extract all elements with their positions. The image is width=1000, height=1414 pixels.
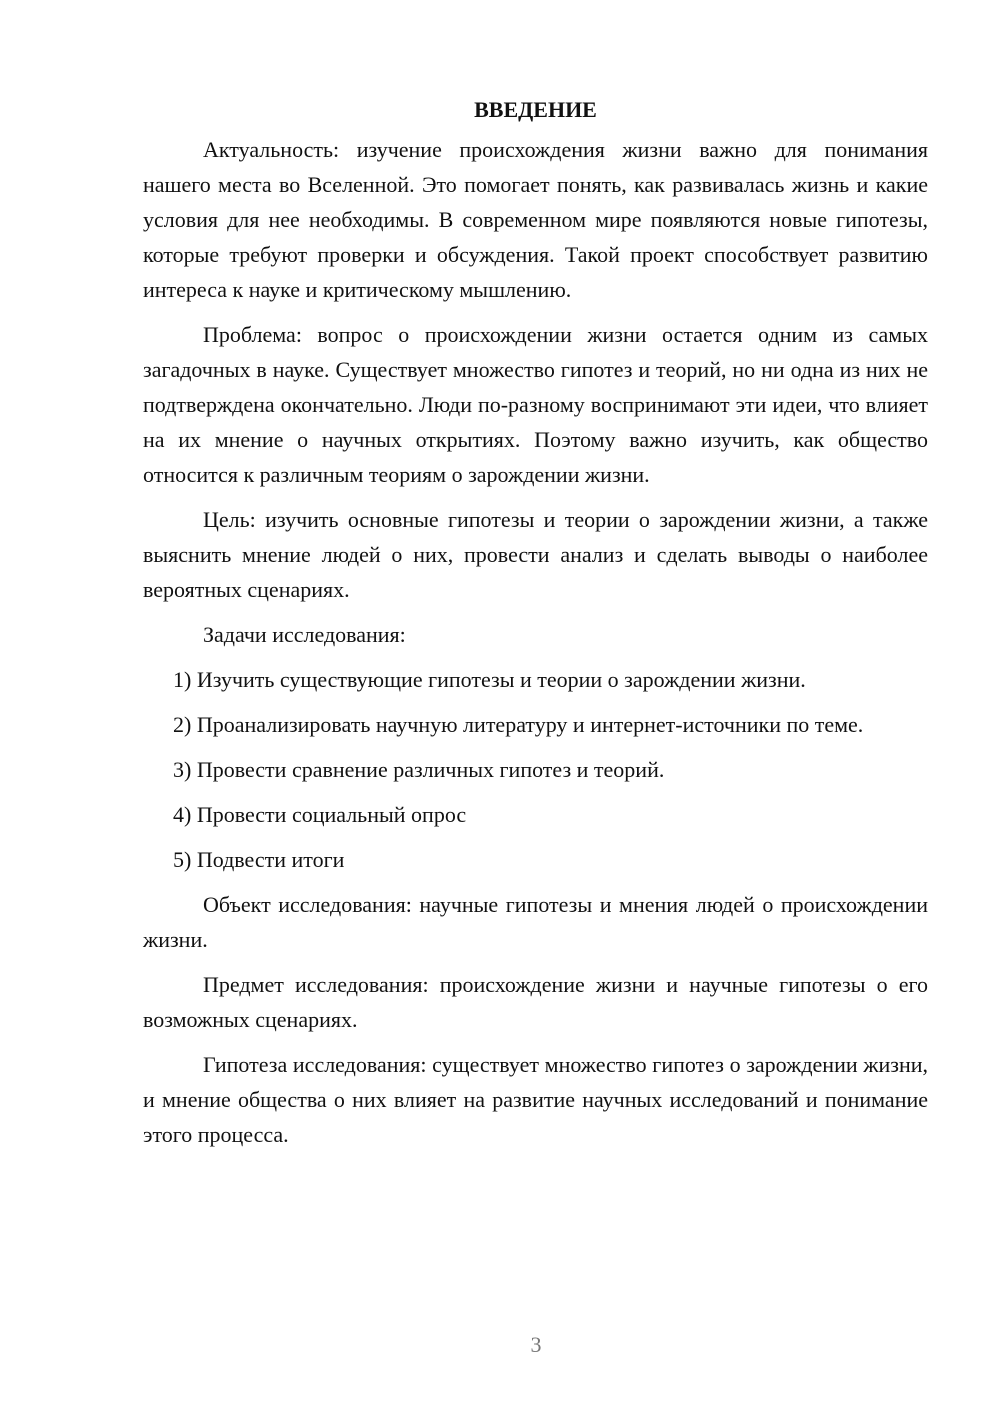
paragraph-subject: Предмет исследования: происхождение жизни и научные гипотезы о его возможных сценариях.: [143, 972, 928, 1032]
task-item-4: 4) Провести социальный опрос: [173, 802, 467, 827]
section-title: ВВЕДЕНИЕ: [474, 97, 597, 122]
paragraph-goal: Цель: изучить основные гипотезы и теории о зарождении жизни, а также выяснить мнение людей о них, провести анализ и сделать выводы о наиболее вероятных сценариях.: [143, 507, 928, 602]
paragraph-hypothesis: Гипотеза исследования: существует множество гипотез о зарождении жизни, и мнение общества о них влияет на развитие научных исследований и понимание этого процесса.: [143, 1052, 928, 1147]
paragraph-relevance: Актуальность: изучение происхождения жизни важно для понимания нашего места во Вселенной. Это помогает понять, как развивалась жизнь и какие условия для нее необходимы. В современном мире появляются новые гипотезы, которые требуют проверки и обсуждения. Такой проект способствует развитию интереса к науке и критическому мышлению.: [143, 137, 928, 302]
paragraph-object: Объект исследования: научные гипотезы и мнения людей о происхождении жизни.: [143, 892, 928, 952]
task-item-2: 2) Проанализировать научную литературу и интернет-источники по теме.: [173, 712, 864, 737]
task-item-1: 1) Изучить существующие гипотезы и теории о зарождении жизни.: [173, 667, 806, 692]
task-item-5: 5) Подвести итоги: [173, 847, 345, 872]
tasks-heading: Задачи исследования:: [203, 622, 406, 647]
task-item-3: 3) Провести сравнение различных гипотез и теорий.: [173, 757, 665, 782]
page-number: 3: [530, 1332, 542, 1357]
paragraph-problem: Проблема: вопрос о происхождении жизни остается одним из самых загадочных в науке. Существует множество гипотез и теорий, но ни одна из них не подтверждена окончательно. Люди по-разному воспринимают эти идеи, что влияет на их мнение о научных открытиях. Поэтому важно изучить, как общество относится к различным теориям о зарождении жизни.: [143, 322, 928, 487]
document-page: [143, 92, 928, 1162]
